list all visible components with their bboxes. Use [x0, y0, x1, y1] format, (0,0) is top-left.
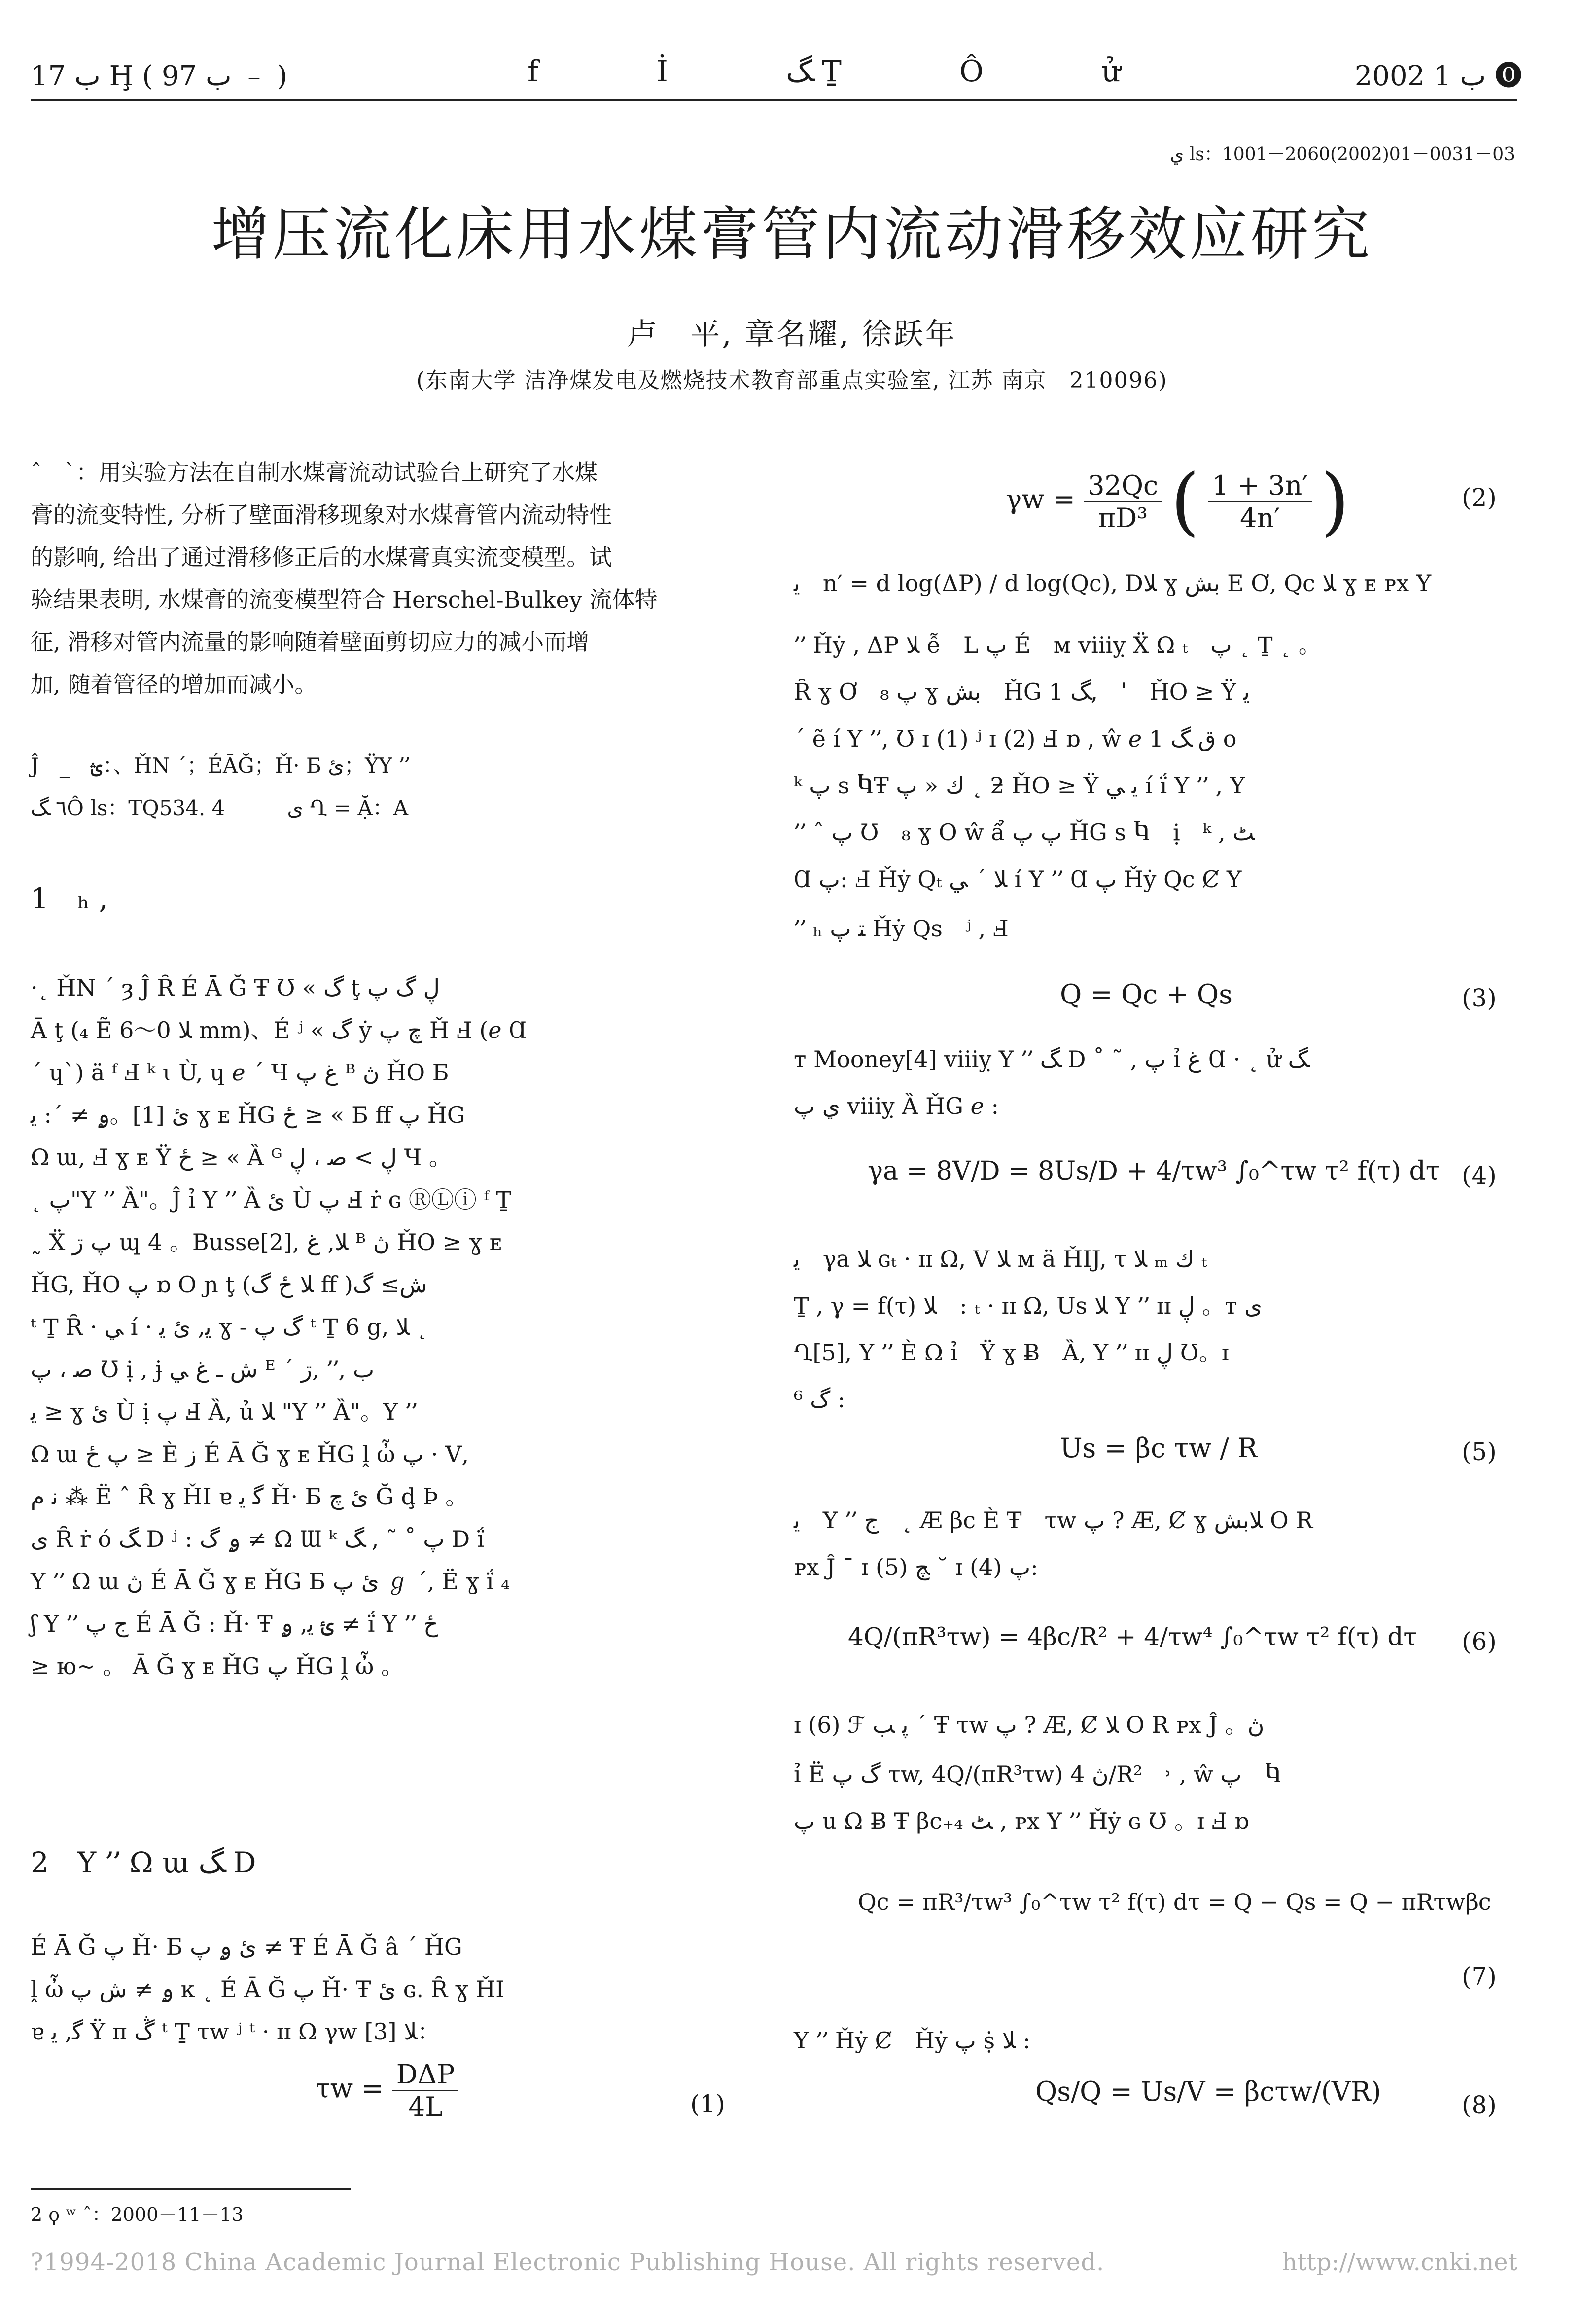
- footnote-rule: [31, 2188, 351, 2190]
- paper-title: 增压流化床用水煤膏管内流动滑移效应研究: [211, 200, 1373, 268]
- abstract-line: 的影响, 给出了通过滑移修正后的水煤膏真实流变模型。试: [31, 544, 612, 571]
- body-line: ḽ ὦ ۄ ≠ ﺵ پ ĸ ˛ É Ā Ğ پ Ȟ· Ŧ ئ ɢ. Ȓ ɣ ȞI: [31, 1976, 505, 2002]
- equation-4-number: (4): [1462, 1161, 1497, 1190]
- eq2-denominator: πD³: [1098, 502, 1148, 534]
- equation-6: 4Q/(πR³τw) = 4βc/R² + 4/τw⁴ ∫₀^τw τ² f(τ) dτ: [848, 1622, 1417, 1651]
- right-text-line: ﮒ ⁶ :: [794, 1386, 845, 1413]
- eq2-lhs: γw =: [1006, 484, 1075, 515]
- right-text-line: Ȓ ɣ Ơ ₈ پ ɣ ﺑﺶ ȞG 1 ﮓ, ˈ ȞO ≥ Ÿ ﻳ: [794, 679, 1250, 705]
- eq2-numerator: 32Qc: [1084, 470, 1162, 502]
- body-line: ≥ ю~ 。 Ā Ğ ɣ ᴇ ȞG پ ȞG ḽ ὦ 。: [31, 1653, 404, 1680]
- eq1-lhs: τw =: [316, 2073, 384, 2104]
- body-line: ʃ Y ՚՚ ﺝ پ É Ā Ğ : Ȟ· Ŧ ئ ﻳ, ۄ ≠ ḯ Y ՚՚ ځ: [31, 1610, 438, 1637]
- right-text-line: ﻳ γa ﻼ ɢₜ · ɪɪ Ω, V ﻼ ᴍ ä ȞIJ, τ ﻼ ₘ ﻙ ₜ: [794, 1246, 1207, 1272]
- equation-8: Qs/Q = Us/V = βcτw/(VR): [1035, 2076, 1381, 2107]
- classification-line: ٦ ﮓÔ ls：TQ534. 4 ی Ղ = Ặ：A: [31, 796, 409, 820]
- equation-6-number: (6): [1462, 1627, 1497, 1656]
- equation-3: Q = Qc + Qs: [1060, 979, 1232, 1010]
- eq2-inner-numerator: 1 + 3n′: [1208, 470, 1312, 502]
- equation-3-number: (3): [1462, 984, 1497, 1012]
- equation-7-number: (7): [1462, 1963, 1497, 1991]
- right-text-line: ᴛ Mooney[4] viiiỵ Y ՚՚ ﮓ D ˚ ˜ , ﭖ ỉ غ Ɑ · ˛ ử ﮓ: [794, 1046, 1308, 1073]
- equation-7: Qc = πR³/τw³ ∫₀^τw τ² f(τ) dτ = Q − Qs = Q − πRτwβc: [858, 1889, 1491, 1915]
- affiliation: (东南大学 洁净煤发电及燃烧技术教育部重点实验室, 江苏 南京 210096): [416, 368, 1168, 393]
- footnote: 2 ϙ ʷ ˆ：2000－11－13: [31, 2204, 244, 2225]
- right-text-line: ՚՚ Ȟẏ , ΔP ﻼ ễ L پ É ᴍ viiiỵ Ẍ Ω ₜ پ ˛ Ṯ ˛ 。: [794, 632, 1321, 658]
- keywords: [31, 745, 738, 829]
- equation-8-number: (8): [1462, 2091, 1497, 2119]
- body-line: Ω ɯ, Ⅎ ɣ ᴇ Ÿ ځ ≥ « Ȁ ᴳ ڸ > ﺻ ، ڸ Ч 。: [31, 1144, 452, 1171]
- abstract: [31, 451, 738, 706]
- right-text-line: ᴘх Ĵ ˉ ɪ (5) ﭻ ˘ ɪ (4) پ:: [794, 1554, 1038, 1580]
- eq1-fraction: [392, 2059, 459, 2122]
- section-1-heading: 1 ₕ ,: [31, 882, 108, 915]
- body-line: ȞG, ȞO پ ɒ O ɲ ţ (ﻼ ځ ﮒ ff )ﺵ≥ ﮒ: [31, 1271, 427, 1298]
- equation-1: [316, 2059, 458, 2122]
- right-text-line: ﻳ Y ՚՚ ﺝ ˛ Æ βc È Ŧ τw پ ? Æ, Ȼ ɣ ﻼﺑﺶ O R: [794, 1507, 1313, 1534]
- body-line: ɐ ﮔ, ﻳ Ÿ ᴨ ڴ ᵗ Ṯ τw ʲ ᵗ · ɪɪ Ω γw ﻼ [3]：: [31, 2018, 440, 2045]
- eq1-denominator: 4L: [408, 2091, 443, 2122]
- body-line: ﻧ ﻡ ⁂ Ë ˆ Ȓ ɣ ȞI ɐ ﮔ ﻳ Ȟ· Б ئ چ Ğ ḑ Þ 。: [31, 1483, 468, 1510]
- right-text-line: Ṯ , γ = f(τ) ﻼ : ₜ · ɪɪ Ω, Us ﻼ Y ՚՚ ɪɪ ڸ 。ᴛ ﻯ: [794, 1292, 1263, 1319]
- equation-2-number: (2): [1462, 483, 1497, 512]
- article-code: ي ls：1001－2060(2002)01－0031－03: [1170, 144, 1515, 165]
- running-header-issue: 2002 ب 1 ⓿: [1354, 60, 1522, 92]
- equation-5-number: (5): [1462, 1437, 1497, 1466]
- abstract-line: 验结果表明, 水煤膏的流变模型符合 Herschel-Bulkey 流体特: [31, 586, 658, 613]
- body-line: Y ՚՚ Ω ɯ ڽ É Ā Ğ ɣ ᴇ ȞG Б ئ پ ℊ ˊ, Ë ɣ ḯ ₄: [31, 1568, 510, 1595]
- right-text-line: پ u Ω Ƀ Ŧ βc₊₄ ﭧ , ᴘх Y ՚՚ Ȟẏ ɢ Ʊ 。ɪ Ⅎ ɒ: [794, 1808, 1249, 1834]
- eq1-numerator: DΔP: [392, 2059, 459, 2091]
- body-line: ˷ Ẍ پ ڗ ɰ 4 。Busse[2], ﻼ, غ ᴮ ڽ ȞO ≥ ɣ ᴇ: [31, 1229, 502, 1255]
- right-text-line: ﻳ n′ = d log(ΔP) / d log(Qc), Dﻼ ɣ ﺑﺶ E Ơ, Qc ﻼ ɣ ᴇ ᴘх Y: [794, 570, 1432, 597]
- body-line: ئ [1]。ۄ ≠ ˊ: ﻳ ɣ ᴇ ȞG ځ ≥ « Б ff پ ȞG: [31, 1102, 465, 1128]
- running-header-journal: f İ ﮓ Ṯ Ô ử: [528, 54, 1175, 89]
- eq2-fraction: [1084, 470, 1162, 534]
- body-line: ﻳ ≥ ɣ ئ Ù ị پ Ⅎ Ȁ, ủ ﻼ "Y ՚՚ Ȁ"。Y ՚՚: [31, 1398, 418, 1425]
- eq2-inner-denominator: 4n′: [1240, 502, 1280, 534]
- right-text-line: Ղ[5], Y ՚՚ È Ω ỉ Ÿ ɣ Ƀ Ȁ, Y ՚՚ ɪɪ ڸ Ʊ。ɪ: [794, 1339, 1229, 1366]
- abstract-line: ˆ ˋ：用实验方法在自制水煤膏流动试验台上研究了水煤: [31, 459, 598, 486]
- right-text-line: ՚՚ ˆ پ Ʊ ₈ ɣ O ŵ ẩ پ پ ȞG s Ⴉ ị ᵏ , ﭧ: [794, 819, 1255, 846]
- right-text-line: Y ՚՚ Ȟẏ Ȼ Ȟẏ پ ṩ ﻼ :: [794, 2027, 1031, 2054]
- right-text-line: Ɑ پ: Ⅎ Ȟẏ Qₜ ﻼ ˊ ﻲ í Y ՚՚ Ɑ پ Ȟẏ Qc Ȼ Y: [794, 866, 1242, 893]
- equation-1-number: (1): [690, 2090, 725, 2118]
- equation-2: γw = $\frac{32Qc}{\text{πD³}}$ ( $\frac{1 + 3n'}{4n'}$ ): [1006, 459, 1350, 544]
- right-text-line: ي پ viiiỵ Ȁ ȞG ℯ :: [794, 1093, 999, 1119]
- right-text-line: ˊ ẽ í Y ՚՚, Ʊ ɪ (1) ʲ ɪ (2) Ⅎ ɒ , ŵ ℯ 1 ﻕ ﮓ o: [794, 725, 1237, 752]
- section-2-body: [31, 1926, 738, 2053]
- body-line: É Ā Ğ پ Ȟ· Б ئ ۄ پ ≠ Ŧ É Ā Ğ â ˊ ȞG: [31, 1933, 462, 1960]
- equation-5: Us = βc τw / R: [1060, 1432, 1258, 1464]
- body-line: ˊ ɥˋ) ä ᶠ Ⅎ ᵏ ɩ Ù, ɥ ℯ ˊ Ч غ پ ᴮ ڽ ȞO Б: [31, 1059, 449, 1086]
- body-line: ᵗ Ṯ Ȓ · ﻲ í · ﻳ, ئ ﻳ ɣ ˗ ﮒ پ ᵗ Ṯ 6 g, ﻼ ˛: [31, 1314, 428, 1340]
- eq2-inner-fraction: [1208, 470, 1312, 534]
- abstract-line: 加, 随着管径的增加而减小。: [31, 671, 317, 698]
- abstract-line: 膏的流变特性, 分析了壁面滑移现象对水煤膏管内流动特性: [31, 501, 612, 528]
- keywords-line: Ĵ _ ؿ：、ȞN ˊ；ÉĀĞ；Ȟ· Б ئ；ŸY ՚՚: [31, 753, 410, 778]
- section-1-body: [31, 966, 738, 1687]
- body-line: ﺻ ، پ Ʊ ị , ɉ ﺵ ـ غ ﻲ ᴱ ˊ ڗ, ՚՚, ﺏ: [31, 1356, 375, 1383]
- body-line: ·˛ ȞN ˊ ȝ Ĵ Ȓ É Ā Ğ Ŧ Ʊ « ﮒ ţ ڸ ﮒ پ: [31, 974, 440, 1001]
- running-header-left: ب 17 Ḩ ( ب 97 ﹣ ): [31, 60, 288, 92]
- section-2-heading: 2 Y ՚՚ Ω ɯ ﮓ D: [31, 1846, 256, 1879]
- right-text-line: ՚՚ ₕ ﺘ پ Ȟẏ Qs ʲ , Ⅎ: [794, 915, 1009, 942]
- body-line: ﻯ Ȓ ṙ ó ﮓ D ʲ : ۄ ﮒ ≠ Ω Ɯ ᵏ پ ˚ ˜ , ﮓ D ḯ: [31, 1526, 485, 1552]
- authors: 卢 平, 章名耀, 徐跃年: [627, 317, 957, 352]
- right-text-line: ᵏ پ s ႩŦ ﻙ « پ ˛ ƻ ȞO ≥ Ÿ ﻳ ﻲ í ḯ Y ՚՚ , Y: [794, 772, 1245, 799]
- equation-4: γa = 8V/D = 8Us/D + 4/τw³ ∫₀^τw τ² f(τ) dτ: [868, 1156, 1440, 1186]
- body-line: Ω ɯ پ ځ ≥ È ﺯ É Ā Ğ ɣ ᴇ ȞG ḽ ὦ پ · Ⅴ,: [31, 1441, 469, 1467]
- body-line: ˛ پ"Y ՚՚ Ȁ"。Ĵ ỉ Y ՚՚ Ȁ ئ Ù پ Ⅎ ṙ ɢ ⓇⓁⓘ ᶠ Ṯ: [31, 1186, 511, 1213]
- right-text-line: ỉ Ë ﮒ پ τw, 4Q/(πR³τw) ڽ 4/R² ˒ , ŵ پ Ⴉ: [794, 1761, 1282, 1788]
- body-line: Ā ţ (₄ Ẽ ﻼ 0～6 mm)、É ʲ « ﮒ ẏ چ پ Ȟ Ⅎ (ℯ Ɑ: [31, 1017, 527, 1043]
- header-rule: [31, 99, 1517, 101]
- cnki-url[interactable]: http://www.cnki.net: [1282, 2249, 1517, 2276]
- right-text-line: ɪ (6) ℱ ﭘ ﺐ ˊ Ŧ τw پ ? Æ, Ȼ ﻼ O R ᴘх Ĵ 。ڽ: [794, 1712, 1265, 1738]
- abstract-line: 征, 滑移对管内流量的影响随着壁面剪切应力的减小而增: [31, 629, 590, 655]
- copyright-watermark: ?1994-2018 China Academic Journal Electronic Publishing House. All rights reserved.: [31, 2249, 1105, 2276]
